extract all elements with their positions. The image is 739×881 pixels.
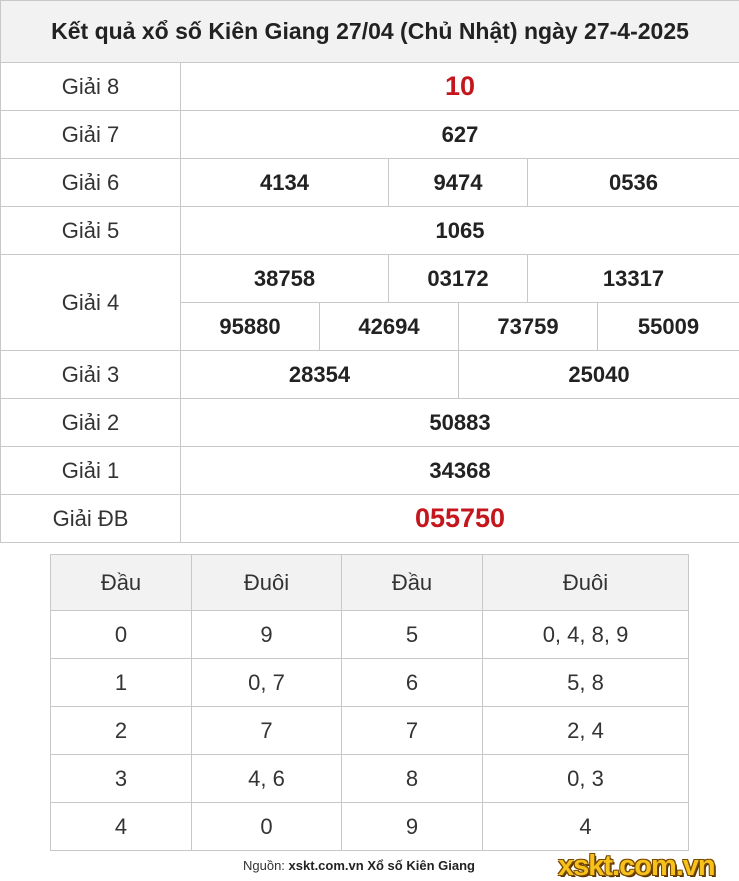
prize-row-g8 [1, 63, 739, 111]
prize-row-g1 [1, 447, 739, 495]
source-prefix: Nguồn: [243, 858, 289, 873]
prize-label: Giải 6 [1, 159, 181, 207]
prize-label: Giải 8 [1, 63, 181, 111]
prize-number: 03172 [389, 255, 528, 303]
prize-row-g2 [1, 399, 739, 447]
prize-number: 0536 [528, 159, 739, 207]
loto-cell: 0, 3 [483, 755, 689, 803]
loto-cell: 5, 8 [483, 659, 689, 707]
loto-cell: 4 [483, 803, 689, 851]
loto-cell: 8 [342, 755, 483, 803]
loto-row [51, 755, 689, 803]
prize-number: 25040 [459, 351, 739, 399]
prize-row-db [1, 495, 739, 543]
source-link[interactable]: xskt.com.vn [288, 858, 364, 873]
prize-number: 28354 [181, 351, 459, 399]
prize-number: 1065 [181, 207, 739, 255]
footer [0, 850, 739, 881]
prize-label: Giải 3 [1, 351, 181, 399]
loto-row [51, 659, 689, 707]
loto-header: Đuôi [483, 555, 689, 611]
loto-cell: 0, 7 [192, 659, 342, 707]
loto-row [51, 707, 689, 755]
prize-number: 73759 [459, 303, 598, 351]
prize-number: 55009 [598, 303, 739, 351]
loto-cell: 7 [192, 707, 342, 755]
prize-label: Giải 5 [1, 207, 181, 255]
prize-number: 95880 [181, 303, 320, 351]
source-name: Xổ số Kiên Giang [367, 858, 475, 873]
prize-number: 10 [181, 63, 739, 111]
loto-cell: 5 [342, 611, 483, 659]
prize-label: Giải 1 [1, 447, 181, 495]
loto-cell: 0 [192, 803, 342, 851]
prize-number: 4134 [181, 159, 389, 207]
prize-number: 42694 [320, 303, 459, 351]
loto-header: Đầu [51, 555, 192, 611]
prize-row-g3 [1, 351, 739, 399]
prize-number: 9474 [389, 159, 528, 207]
prize-number: 627 [181, 111, 739, 159]
loto-header: Đầu [342, 555, 483, 611]
loto-cell: 9 [192, 611, 342, 659]
prize-label: Giải 2 [1, 399, 181, 447]
prize-row-g4a [1, 255, 739, 303]
prize-number: 50883 [181, 399, 739, 447]
loto-cell: 0, 4, 8, 9 [483, 611, 689, 659]
loto-cell: 6 [342, 659, 483, 707]
loto-cell: 9 [342, 803, 483, 851]
loto-row [51, 803, 689, 851]
prize-row-g7 [1, 111, 739, 159]
loto-row [51, 611, 689, 659]
prize-label: Giải ĐB [1, 495, 181, 543]
prize-number: 34368 [181, 447, 739, 495]
loto-cell: 0 [51, 611, 192, 659]
prize-label: Giải 4 [1, 255, 181, 351]
prize-row-g5 [1, 207, 739, 255]
page-title: Kết quả xổ số Kiên Giang 27/04 (Chủ Nhật) ngày 27-4-2025 [1, 1, 739, 63]
prize-number: 13317 [528, 255, 739, 303]
loto-cell: 7 [342, 707, 483, 755]
prize-label: Giải 7 [1, 111, 181, 159]
prize-row-g6 [1, 159, 739, 207]
loto-header-row [51, 555, 689, 611]
source-credit [243, 858, 475, 873]
brand-logo[interactable]: xskt.com.vn [558, 850, 715, 881]
loto-cell: 4 [51, 803, 192, 851]
loto-table [50, 554, 689, 851]
special-prize-number: 055750 [181, 495, 739, 543]
loto-cell: 2, 4 [483, 707, 689, 755]
loto-header: Đuôi [192, 555, 342, 611]
loto-cell: 4, 6 [192, 755, 342, 803]
prize-number: 38758 [181, 255, 389, 303]
loto-cell: 1 [51, 659, 192, 707]
loto-cell: 2 [51, 707, 192, 755]
loto-cell: 3 [51, 755, 192, 803]
